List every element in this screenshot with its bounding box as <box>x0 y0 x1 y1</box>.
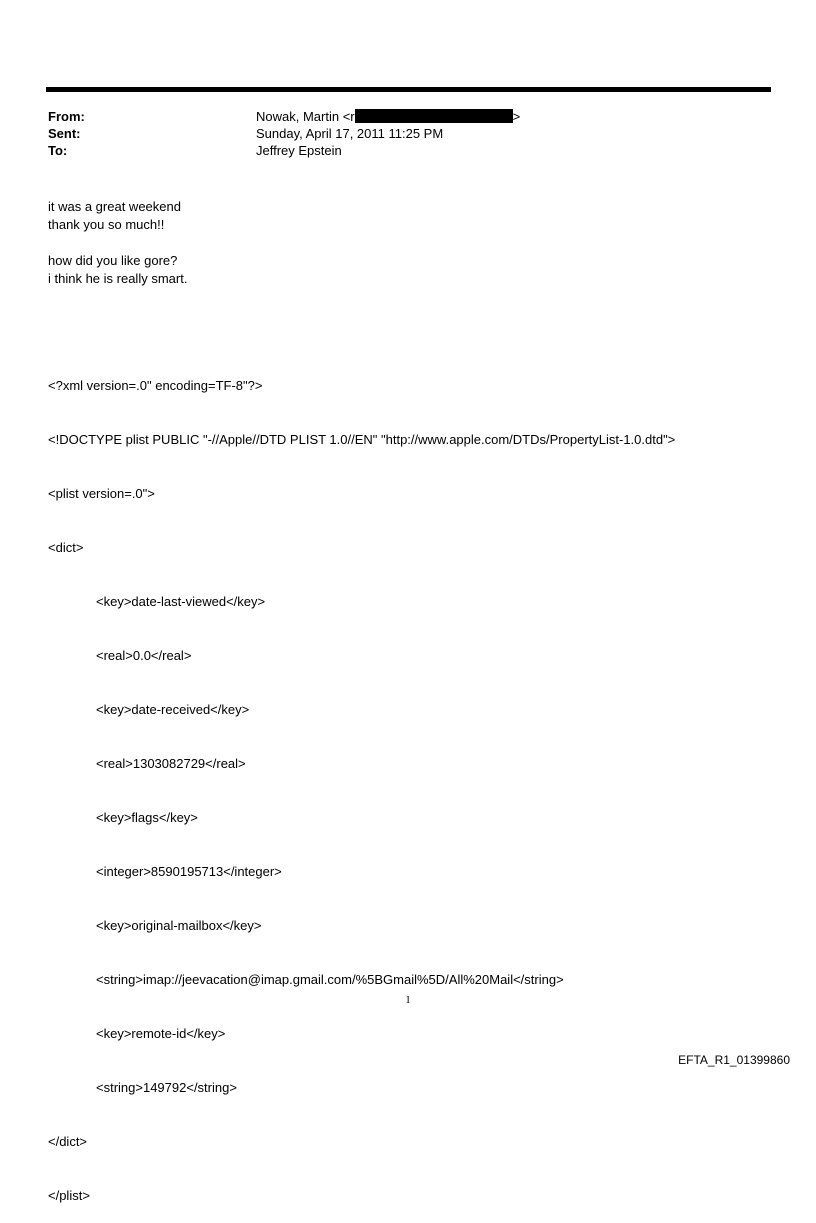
message-line: i think he is really smart. <box>48 271 188 286</box>
xml-dict-line: <string>149792</string> <box>96 1080 237 1095</box>
message-line: how did you like gore? <box>48 253 178 268</box>
from-label: From: <box>48 109 85 124</box>
xml-dict-line: <key>flags</key> <box>96 810 198 825</box>
message-line: it was a great weekend <box>48 199 181 214</box>
xml-closing-line: </plist> <box>48 1188 90 1203</box>
message-paragraph <box>48 252 187 288</box>
xml-closing-line: </dict> <box>48 1134 88 1149</box>
message-body <box>48 198 187 306</box>
xml-dict-line: <key>original-mailbox</key> <box>96 918 262 933</box>
xml-dict-line: <integer>8590195713</integer> <box>96 864 282 879</box>
header-rule <box>46 87 771 92</box>
xml-dict-line: <key>date-last-viewed</key> <box>96 594 266 609</box>
to-label: To: <box>48 143 68 158</box>
document-id: EFTA_R1_01399860 <box>678 1053 790 1067</box>
from-suffix: > <box>512 109 521 124</box>
xml-line: <plist version=.0"> <box>48 486 155 501</box>
xml-line: <dict> <box>48 540 84 555</box>
from-name: Nowak, Martin <r <box>256 109 355 124</box>
to-value: Jeffrey Epstein <box>256 143 342 158</box>
xml-dict-line: <real>0.0</real> <box>96 648 192 663</box>
xml-dict-line: <real>1303082729</real> <box>96 756 246 771</box>
page-number: 1 <box>405 994 411 1006</box>
sent-value: Sunday, April 17, 2011 11:25 PM <box>256 126 444 141</box>
xml-line: <!DOCTYPE plist PUBLIC "-//Apple//DTD PLIST 1.0//EN" "http://www.apple.com/DTDs/PropertyList-1.0.dtd"> <box>48 432 676 447</box>
xml-dict-line: <string>imap://jeevacation@imap.gmail.com/%5BGmail%5D/All%20Mail</string> <box>96 972 564 987</box>
xml-dict-line: <key>remote-id</key> <box>96 1026 226 1041</box>
redaction-box <box>355 109 513 123</box>
sent-label: Sent: <box>48 126 81 141</box>
xml-dict-line: <key>date-received</key> <box>96 702 250 717</box>
message-paragraph <box>48 198 187 234</box>
from-value <box>256 108 520 126</box>
message-line: thank you so much!! <box>48 217 165 232</box>
xml-block <box>48 341 675 1223</box>
xml-line: <?xml version=.0" encoding=TF-8"?> <box>48 378 263 393</box>
